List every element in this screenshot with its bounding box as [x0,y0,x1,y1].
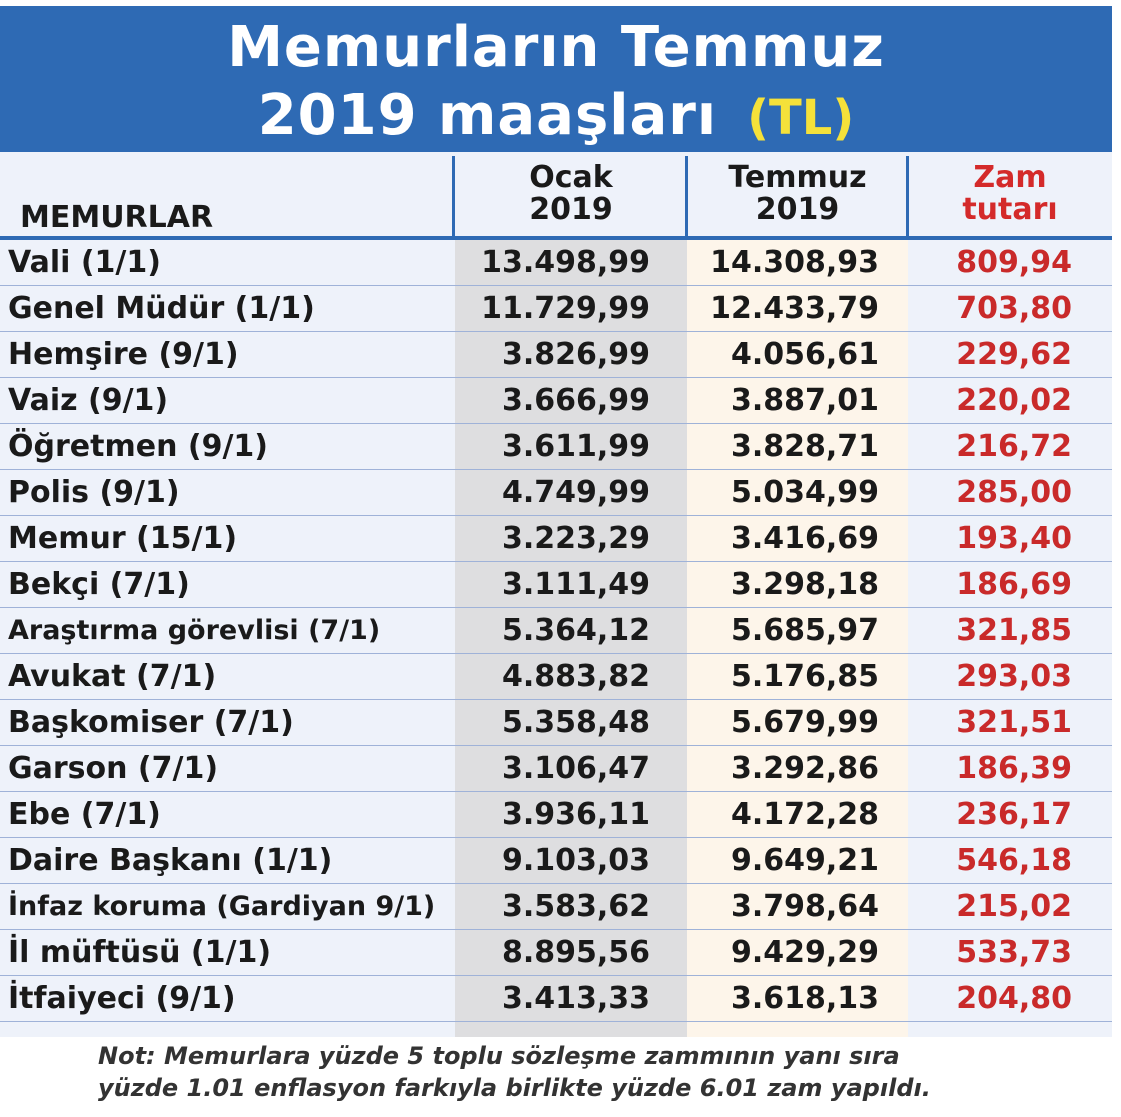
row-name: Garson (7/1) [8,751,219,786]
row-name: Vaiz (9/1) [8,383,169,418]
row-zam-value: 321,85 [956,613,1072,648]
footnote-line-2: yüzde 1.01 enflasyon farkıyla birlikte yüzde 6.01 zam yapıldı. [98,1074,931,1102]
row-ocak-value: 4.749,99 [501,475,650,510]
row-temmuz-value: 3.887,01 [730,383,879,418]
header-divider [906,156,909,236]
title-text-2: 2019 maaşları [257,83,718,148]
header-temmuz-l1: Temmuz [728,160,867,195]
row-temmuz-value: 3.292,86 [730,751,879,786]
row-temmuz-value: 3.298,18 [730,567,879,602]
row-zam-value: 546,18 [956,843,1072,878]
title-banner [0,6,1112,152]
title-text-1: Memurların Temmuz [227,15,885,80]
table-row [0,332,1112,378]
table-row [0,930,1112,976]
row-temmuz-value: 5.685,97 [730,613,879,648]
row-name: İtfaiyeci (9/1) [8,981,236,1016]
row-name: Memur (15/1) [8,521,238,556]
row-temmuz-value: 9.429,29 [730,935,879,970]
row-temmuz-value: 4.172,28 [730,797,879,832]
header-zam-l2: tutarı [962,192,1058,227]
row-ocak-value: 3.223,29 [501,521,650,556]
row-ocak-value: 3.666,99 [501,383,650,418]
header-divider [685,156,688,236]
table-row [0,884,1112,930]
header-zam [908,152,1112,236]
row-zam-value: 236,17 [956,797,1072,832]
row-temmuz-value: 5.034,99 [730,475,879,510]
table-row [0,700,1112,746]
row-zam-value: 229,62 [956,337,1072,372]
row-ocak-value: 3.826,99 [501,337,650,372]
row-name: Bekçi (7/1) [8,567,190,602]
row-ocak-value: 3.413,33 [501,981,650,1016]
row-ocak-value: 5.358,48 [501,705,650,740]
row-name: İnfaz koruma (Gardiyan 9/1) [8,891,436,922]
title-line-1 [0,16,1112,80]
table-row [0,608,1112,654]
row-name: Hemşire (9/1) [8,337,239,372]
row-zam-value: 703,80 [956,291,1072,326]
row-temmuz-value: 3.798,64 [730,889,879,924]
row-temmuz-value: 5.176,85 [730,659,879,694]
row-name: Polis (9/1) [8,475,180,510]
row-ocak-value: 3.111,49 [501,567,650,602]
row-name: Öğretmen (9/1) [8,429,268,464]
row-zam-value: 293,03 [956,659,1072,694]
table-row [0,240,1112,286]
row-zam-value: 186,39 [956,751,1072,786]
table-body [0,240,1112,1022]
row-zam-value: 321,51 [956,705,1072,740]
table-row [0,424,1112,470]
table-row [0,976,1112,1022]
header-zam-l1: Zam [973,160,1047,195]
row-zam-value: 186,69 [956,567,1072,602]
row-ocak-value: 11.729,99 [481,291,650,326]
row-zam-value: 220,02 [956,383,1072,418]
header-temmuz-l2: 2019 [755,192,840,227]
row-ocak-value: 5.364,12 [501,613,650,648]
row-name: Genel Müdür (1/1) [8,291,315,326]
table-row [0,838,1112,884]
row-temmuz-value: 12.433,79 [710,291,879,326]
row-zam-value: 216,72 [956,429,1072,464]
header-memurlar-text: MEMURLAR [20,200,214,235]
footnote-line-1: Not: Memurlara yüzde 5 toplu sözleşme zammının yanı sıra [98,1042,900,1070]
title-unit: (TL) [747,90,855,146]
row-ocak-value: 3.583,62 [501,889,650,924]
table-row [0,286,1112,332]
row-temmuz-value: 3.416,69 [730,521,879,556]
table-row [0,654,1112,700]
row-name: Vali (1/1) [8,245,161,280]
table-row [0,746,1112,792]
row-temmuz-value: 3.618,13 [730,981,879,1016]
row-zam-value: 533,73 [956,935,1072,970]
title-line-2 [0,84,1112,150]
row-ocak-value: 8.895,56 [501,935,650,970]
row-temmuz-value: 3.828,71 [730,429,879,464]
row-ocak-value: 4.883,82 [501,659,650,694]
row-name: Araştırma görevlisi (7/1) [8,615,381,646]
row-name: İl müftüsü (1/1) [8,935,272,970]
row-name: Daire Başkanı (1/1) [8,843,333,878]
table-row [0,378,1112,424]
row-temmuz-value: 9.649,21 [730,843,879,878]
table-row [0,470,1112,516]
row-ocak-value: 9.103,03 [501,843,650,878]
row-zam-value: 193,40 [956,521,1072,556]
header-ocak [455,152,687,236]
table-row [0,562,1112,608]
header-ocak-l2: 2019 [529,192,613,227]
row-zam-value: 809,94 [956,245,1072,280]
table-header [0,152,1112,240]
row-ocak-value: 13.498,99 [481,245,650,280]
row-temmuz-value: 5.679,99 [730,705,879,740]
footnote [98,1040,1098,1104]
table-row [0,792,1112,838]
row-ocak-value: 3.106,47 [501,751,650,786]
row-name: Başkomiser (7/1) [8,705,294,740]
row-ocak-value: 3.611,99 [501,429,650,464]
row-zam-value: 215,02 [956,889,1072,924]
header-temmuz [687,152,908,236]
salary-table [0,152,1112,1037]
header-divider [452,156,455,236]
row-name: Ebe (7/1) [8,797,161,832]
header-ocak-l1: Ocak [529,160,613,195]
row-temmuz-value: 14.308,93 [710,245,879,280]
table-row [0,516,1112,562]
row-ocak-value: 3.936,11 [501,797,650,832]
row-zam-value: 285,00 [956,475,1072,510]
row-name: Avukat (7/1) [8,659,217,694]
row-zam-value: 204,80 [956,981,1072,1016]
row-temmuz-value: 4.056,61 [730,337,879,372]
